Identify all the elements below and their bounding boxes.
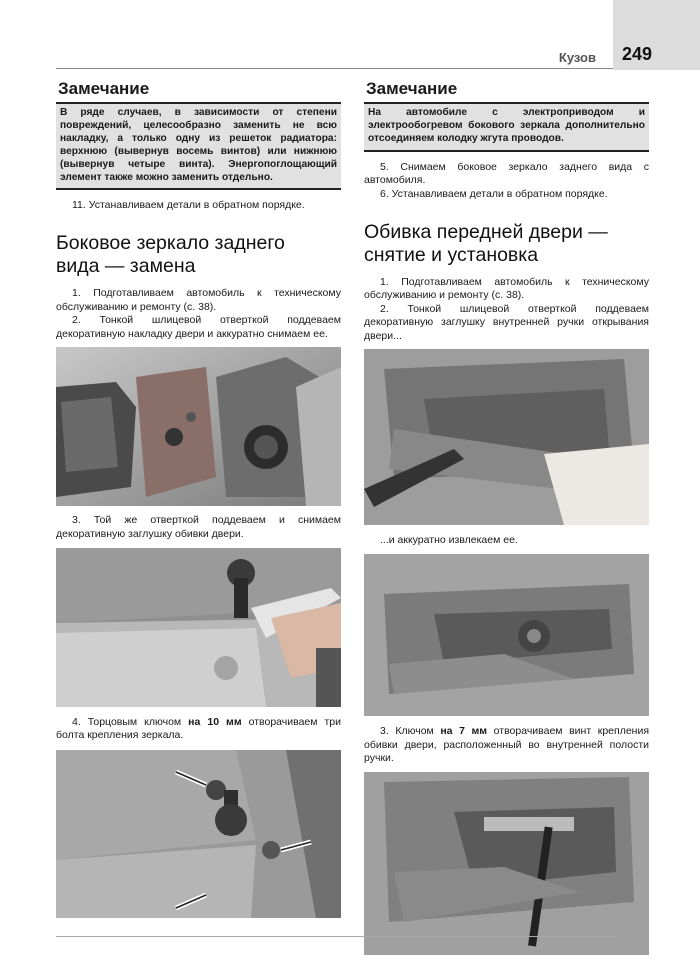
- running-section-title: Кузов: [558, 50, 596, 65]
- step-1: 1. Подготавливаем автомобиль к техническому обслуживанию и ремонту (с. 38).: [56, 287, 341, 313]
- note-title: Замечание: [56, 78, 341, 104]
- header-rule: [56, 68, 613, 69]
- step-11: 11. Устанавливаем детали в обратном порядке.: [72, 199, 305, 212]
- right-column: [364, 78, 649, 955]
- door-step-3: 3. Ключом на 7 мм отворачиваем винт крепления обивки двери, расположенный во внутренней полости ручки.: [364, 725, 650, 765]
- left-column: [56, 78, 341, 918]
- header-band: [0, 0, 613, 70]
- page-number: 249: [621, 44, 652, 64]
- section-heading2-line2: снятие и установка: [364, 243, 539, 266]
- door-step-2b: ...и аккуратно извлекаем ее.: [380, 534, 518, 547]
- footer-rule: [56, 936, 613, 937]
- note-text: В ряде случаев, в зависимости от степени повреждений, целесообразно заменить не всю накладку, а только одну из решеток радиатора: верхнюю (вывернув восемь винтов) или нижнюю (вывернув четыре винта). Энергопоглощающий элемент также можно заменить отдельно.: [56, 104, 341, 190]
- section-heading-line2: вида — замена: [56, 255, 196, 278]
- note-title-right: Замечание: [364, 78, 649, 104]
- step-4: 4. Торцовым ключом на 10 мм отворачиваем три болта крепления зеркала.: [56, 715, 342, 742]
- note-text-right: На автомобиле с электроприводом и электрообогревом бокового зеркала дополнительно отсоединяем колодку жгута проводов.: [364, 104, 649, 152]
- photo-mirror-bolts: [56, 750, 341, 918]
- step-5: 5. Снимаем боковое зеркало заднего вида с автомобиля.: [364, 160, 649, 187]
- section-heading-line1: Боковое зеркало заднего: [56, 232, 285, 255]
- photo-trim-screw: [364, 772, 649, 955]
- photo-handle-plug: [364, 349, 649, 525]
- photo-door-plug: [56, 548, 341, 707]
- door-step-2: 2. Тонкой шлицевой отверткой поддеваем декоративную заглушку внутренней ручки открывания двери...: [364, 302, 649, 342]
- step-3: 3. Той же отверткой поддеваем и снимаем декоративную заглушку обивки двери.: [56, 514, 341, 540]
- step-2: 2. Тонкой шлицевой отверткой поддеваем декоративную накладку двери и аккуратно снимаем ее.: [56, 314, 341, 340]
- step-6: 6. Устанавливаем детали в обратном порядке.: [380, 187, 608, 200]
- photo-mirror-trim: [56, 347, 341, 506]
- door-step-1: 1. Подготавливаем автомобиль к техническому обслуживанию и ремонту (с. 38).: [364, 275, 649, 302]
- photo-handle-removed: [364, 554, 649, 716]
- section-heading2-line1: Обивка передней двери —: [364, 220, 608, 243]
